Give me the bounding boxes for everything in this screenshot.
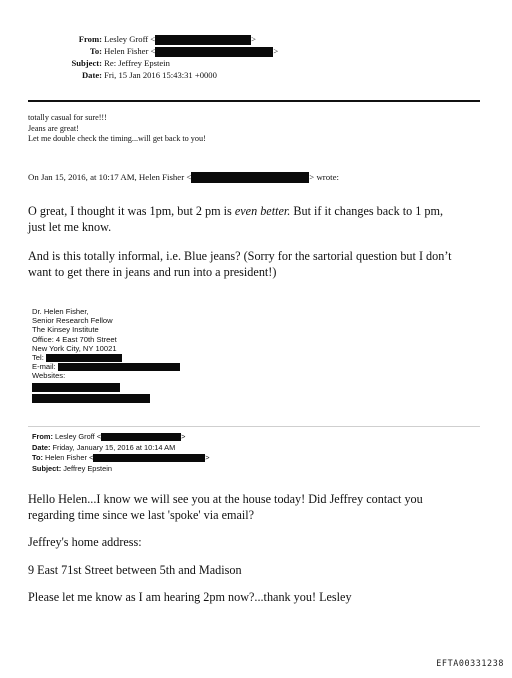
redaction-bar xyxy=(155,35,251,45)
quote2-subject-row xyxy=(32,464,210,475)
document-id: EFTA00331238 xyxy=(436,658,504,668)
quote2-from-close: > xyxy=(181,432,186,441)
quote-intro-prefix: On Jan 15, 2016, at 10:17 AM, Helen Fisher < xyxy=(28,172,192,182)
quote1-paragraph-line: just let me know. xyxy=(28,219,112,234)
signature-office: Office: 4 East 70th Street xyxy=(32,334,117,344)
quote2-subject-label: Subject: xyxy=(32,463,62,473)
signature-title: Senior Research Fellow xyxy=(32,316,113,326)
reply-line: totally casual for sure!!! xyxy=(28,113,107,122)
signature-email-label: E-mail: xyxy=(32,362,56,372)
quote2-to-label: To: xyxy=(32,453,43,463)
redaction-bar xyxy=(93,454,205,462)
reply-body xyxy=(28,113,206,145)
quote2-date-value: Friday, January 15, 2016 at 10:14 AM xyxy=(52,442,176,452)
header-date-label: Date: xyxy=(81,70,102,80)
header-date-value: Fri, 15 Jan 2016 15:43:31 +0000 xyxy=(104,70,217,80)
quote2-paragraph: Jeffrey's home address: xyxy=(28,535,142,550)
quote2-to-row xyxy=(32,453,210,464)
quote2-body xyxy=(28,492,490,606)
quote2-paragraph: 9 East 71st Street between 5th and Madison xyxy=(28,562,242,577)
text-run: But if it changes back to 1 pm, xyxy=(290,204,443,218)
header-to-close: > xyxy=(273,46,279,56)
signature-city: New York City, NY 10021 xyxy=(32,343,117,353)
signature-tel xyxy=(32,353,180,362)
quote1-paragraph-line: want to get there in jeans and run into a president!) xyxy=(28,264,277,279)
signature-block xyxy=(32,307,180,403)
header-to-row xyxy=(20,46,278,57)
quote-intro-suffix: > wrote: xyxy=(309,172,339,182)
quote2-header xyxy=(32,432,210,474)
quote2-paragraph: Please let me know as I am hearing 2pm now?...thank you! Lesley xyxy=(28,590,352,605)
header-to-label: To: xyxy=(89,46,102,56)
header-from-row xyxy=(20,34,256,45)
header-subject-row xyxy=(20,58,170,69)
quote2-subject-value: Jeffrey Epstein xyxy=(63,463,112,473)
signature-email xyxy=(32,362,180,371)
quote1-body xyxy=(28,204,490,280)
redaction-bar xyxy=(155,47,273,57)
redaction-bar xyxy=(191,172,309,183)
quote-intro xyxy=(28,172,339,183)
header-from-label: From: xyxy=(78,34,102,44)
text-emphasis: even better. xyxy=(234,204,291,218)
quote-divider xyxy=(28,426,480,427)
quote2-paragraph-line: regarding time since we last 'spoke' via email? xyxy=(28,507,255,522)
header-subject-value: Re: Jeffrey Epstein xyxy=(104,58,170,68)
header-subject-label: Subject: xyxy=(71,58,102,68)
header-from-close: > xyxy=(251,34,256,44)
redaction-bar xyxy=(101,433,181,441)
quote2-from-label: From: xyxy=(32,432,53,441)
quote2-to-close: > xyxy=(205,453,210,463)
quote2-from-row xyxy=(32,432,210,443)
quote2-from-value: Lesley Groff < xyxy=(55,432,102,441)
header-date-row xyxy=(20,70,217,81)
quote2-date-row xyxy=(32,443,210,454)
header-divider xyxy=(28,100,480,102)
quote1-paragraph xyxy=(28,204,490,220)
text-run: O great, I thought it was 1pm, but 2 pm is xyxy=(28,204,235,218)
quote1-paragraph: And is this totally informal, i.e. Blue jeans? (Sorry for the sartorial question but I don’t xyxy=(28,249,452,264)
redaction-bar xyxy=(32,383,120,392)
signature-org: The Kinsey Institute xyxy=(32,325,99,335)
header-to-value: Helen Fisher < xyxy=(104,46,156,56)
redaction-bar xyxy=(46,354,122,362)
quote2-to-value: Helen Fisher < xyxy=(45,453,94,463)
signature-name: Dr. Helen Fisher, xyxy=(32,307,89,316)
redaction-bar xyxy=(32,394,150,403)
quote2-paragraph: Hello Helen...I know we will see you at the house today! Did Jeffrey contact you xyxy=(28,492,423,506)
header-from-value: Lesley Groff < xyxy=(104,34,156,44)
reply-line: Jeans are great! xyxy=(28,123,79,133)
signature-websites: Websites: xyxy=(32,371,66,381)
signature-tel-label: Tel: xyxy=(32,353,44,363)
reply-line: Let me double check the timing...will get back to you! xyxy=(28,134,206,144)
quote2-date-label: Date: xyxy=(32,442,51,452)
redaction-bar xyxy=(58,363,180,371)
